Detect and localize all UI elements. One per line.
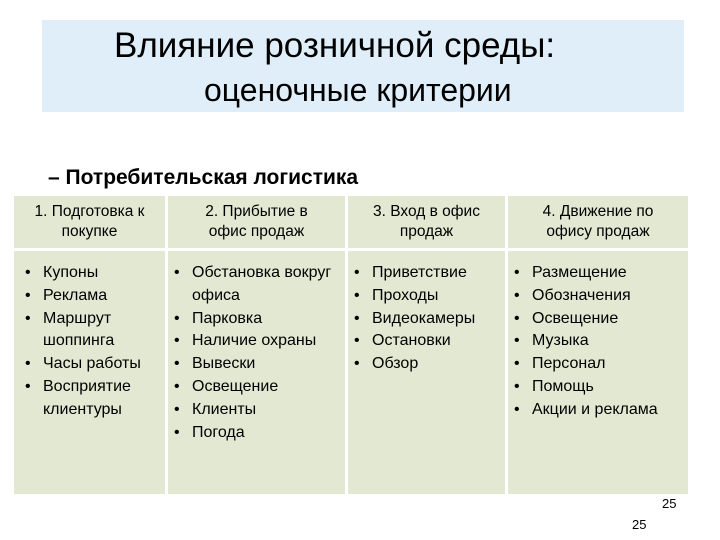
list-item: • Размещение [514,262,686,285]
column-header-line: 1. Подготовка к [34,203,145,220]
column-header-line: офису продаж [546,223,650,240]
list-item: • Часы работы [25,353,161,376]
list-item: • Остановки [354,330,504,353]
list-item: • Реклама [25,285,161,308]
column-header-line: офис продаж [208,223,305,240]
column-header-line: 4. Движение по [542,203,654,220]
column-header-preparation [14,196,165,248]
section-subtitle: – Потребительская логистика [48,166,359,189]
column-header-line: 2. Прибытие в [205,203,308,220]
column-header-entry [348,196,505,248]
list-item: • Восприятие клиентуры [25,376,161,422]
column-header-movement [508,196,688,248]
list-item: • Освещение [514,308,686,331]
list-item: • Парковка [174,308,334,331]
list-item: • Вывески [174,353,334,376]
list-item: • Наличие охраны [174,330,334,353]
list-item: • Видеокамеры [354,308,504,331]
list-item: • Акции и реклама [514,399,686,422]
page-number: 25 [632,517,647,532]
list-item: • Проходы [354,285,504,308]
column-preparation-list [25,262,161,422]
column-header-line: 3. Вход в офис [373,203,480,220]
list-item: • Обозначения [514,285,686,308]
list-item: • Помощь [514,376,686,399]
column-entry-list [354,262,504,376]
list-item: • Купоны [25,262,161,285]
list-item: • Персонал [514,353,686,376]
list-item: • Обзор [354,353,504,376]
column-header-line: покупке [61,223,118,240]
header-divider [14,248,688,251]
column-movement-list [514,262,686,422]
title-box [42,20,684,112]
page-number: 25 [662,496,677,511]
list-item: • Маршрут шоппинга [25,308,161,354]
list-item: • Освещение [174,376,334,399]
list-item: • Музыка [514,330,686,353]
column-header-line: продаж [399,223,454,240]
slide-title-continuation: оценочные критерии [204,72,512,108]
list-item: • Погода [174,422,334,445]
list-item: • Клиенты [174,399,334,422]
column-arrival-list [174,262,334,444]
list-item: • Обстановка вокруг офиса [174,262,334,308]
list-item: • Приветствие [354,262,504,285]
slide-title: Влияние розничной среды: [114,26,556,65]
criteria-table [14,196,688,494]
column-header-arrival [168,196,345,248]
